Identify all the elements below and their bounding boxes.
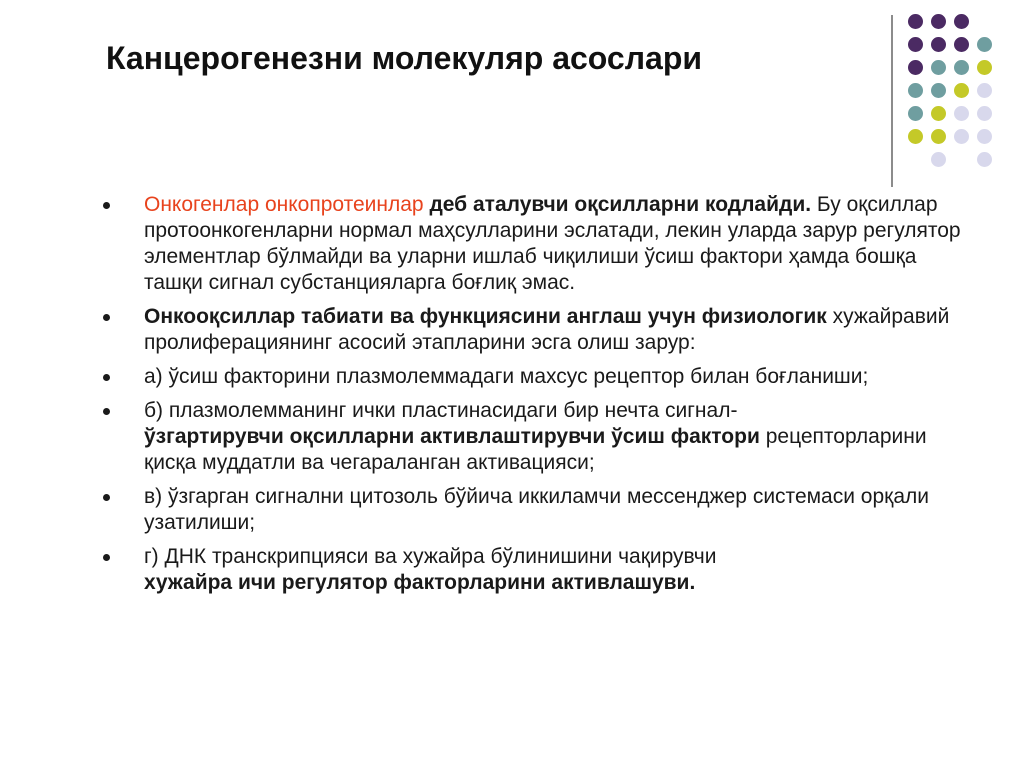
- bullet-dot-icon: [103, 494, 110, 501]
- decorative-dot-yellow: [977, 60, 992, 75]
- body-text: хужайравий пролиферациянинг асосий этапларини эсга олиш зарур:: [144, 305, 950, 354]
- decorative-dot-lilac: [931, 152, 946, 167]
- decorative-dot-purple: [954, 14, 969, 29]
- bold-text: хужайра ичи регулятор факторларини активлашуви.: [144, 571, 696, 594]
- decorative-dot-teal: [931, 83, 946, 98]
- bullet-dot-icon: [103, 202, 110, 209]
- body-text: Бу оқсиллар протоонкогенларни нормал маҳсулларини эслатади, лекин уларда зарур регулятор элементлар бўлмайди ва уларни ишлаб чиқилиши ўсиш фактори ҳамда бошқа ташқи сигнал субстанцияларга боғлиқ эмас.: [144, 193, 961, 294]
- decorative-dot-lilac: [977, 106, 992, 121]
- decorative-dot-purple: [954, 37, 969, 52]
- slide-title: Канцерогенезни молекуляр асослари: [106, 40, 703, 76]
- highlight-text: Онкогенлар онкопротеинлар: [144, 193, 424, 216]
- decorative-dot-lilac: [977, 129, 992, 144]
- decorative-dot-teal: [931, 60, 946, 75]
- decorative-dot-purple: [931, 37, 946, 52]
- decorative-dot-purple: [908, 14, 923, 29]
- body-text: б) плазмолемманинг ички пластинасидаги бир нечта сигнал-: [144, 399, 738, 422]
- bullet-item-d: [100, 544, 980, 596]
- decorative-dot-lilac: [977, 152, 992, 167]
- bullet-dot-icon: [103, 408, 110, 415]
- decorative-dot-yellow: [954, 83, 969, 98]
- bullet-item-a: [100, 364, 980, 390]
- bullet-item-c: [100, 484, 980, 536]
- decorative-dot-purple: [931, 14, 946, 29]
- bold-text: ўзгартирувчи оқсилларни активлаштирувчи ўсиш фактори: [144, 425, 760, 448]
- body-text: рецепторларини қисқа муддатли ва чегараланган активацияси;: [144, 425, 927, 474]
- body-text: в) ўзгарган сигнални цитозоль бўйича иккиламчи мессенджер системаси орқали узатилиши;: [144, 485, 930, 534]
- bold-text: Онкооқсиллар табиати ва функциясини англаш учун физиологик: [144, 305, 827, 328]
- body-text: а) ўсиш факторини плазмолеммадаги махсус рецептор билан боғланиши;: [144, 365, 869, 388]
- bullet-dot-icon: [103, 374, 110, 381]
- bullet-dot-icon: [103, 554, 110, 561]
- decorative-dot-yellow: [931, 106, 946, 121]
- bullet-item-oncogenes: [100, 192, 980, 296]
- decorative-dot-teal: [908, 106, 923, 121]
- decorative-dot-purple: [908, 37, 923, 52]
- body-text: г) ДНК транскрипцияси ва хужайра бўлинишини чақирувчи: [144, 545, 717, 568]
- bullet-item-oncoproteins: [100, 304, 980, 356]
- decorative-dot-teal: [954, 60, 969, 75]
- decorative-dot-yellow: [908, 129, 923, 144]
- decorative-dot-yellow: [931, 129, 946, 144]
- decorative-dot-lilac: [977, 83, 992, 98]
- bullet-dot-icon: [103, 314, 110, 321]
- bold-text: деб аталувчи оқсилларни кодлайди.: [423, 193, 812, 216]
- decorative-dot-teal: [908, 83, 923, 98]
- bullet-item-b: [100, 398, 980, 476]
- bullet-list: [100, 192, 980, 604]
- decorative-dot-lilac: [954, 106, 969, 121]
- decorative-dot-lilac: [954, 129, 969, 144]
- decorative-dot-purple: [908, 60, 923, 75]
- vertical-divider: [891, 15, 893, 187]
- decorative-dot-teal: [977, 37, 992, 52]
